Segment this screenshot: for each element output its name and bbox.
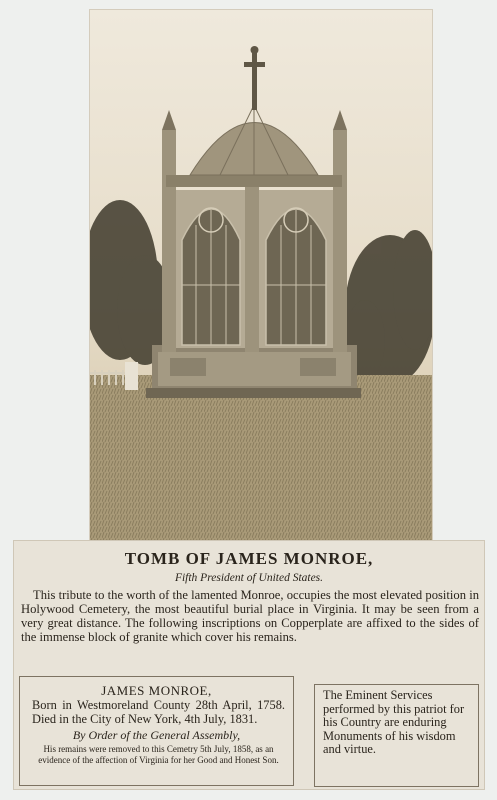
inscription-order: By Order of the General Assembly,	[72, 728, 241, 742]
inscription-dates: Born in Westmoreland County 28th April, 1758. Died in the City of New York, 4th July, 1831.	[32, 698, 285, 726]
inscription-right	[314, 684, 479, 787]
inscription-removal-note: His remains were removed to this Cemetry 5th July, 1858, as an evidence of the affection of Virginia for her Good and Honest Son.	[38, 744, 279, 765]
inscription-tribute: The Eminent Services performed by this patriot for his Country are enduring Monuments of his wisdom and virtue.	[323, 688, 465, 756]
clipping-subtitle: Fifth President of United States.	[174, 572, 324, 584]
inscription-left	[19, 676, 294, 786]
inscription-name: JAMES MONROE,	[101, 683, 212, 698]
description-text: This tribute to the worth of the lamented Monroe, occupies the most elevated position in Holywood Cemetery, the most beautiful burial place in Virginia. It may be seen from a very great distance. The following inscriptions on Copperplate are affixed to the sides of the immense block of granite which cover his remains.	[21, 588, 479, 644]
clipping-title: TOMB OF JAMES MONROE,	[124, 549, 374, 568]
tomb-photograph	[90, 10, 432, 545]
description-paragraph	[21, 588, 479, 644]
newspaper-clipping	[13, 540, 485, 790]
